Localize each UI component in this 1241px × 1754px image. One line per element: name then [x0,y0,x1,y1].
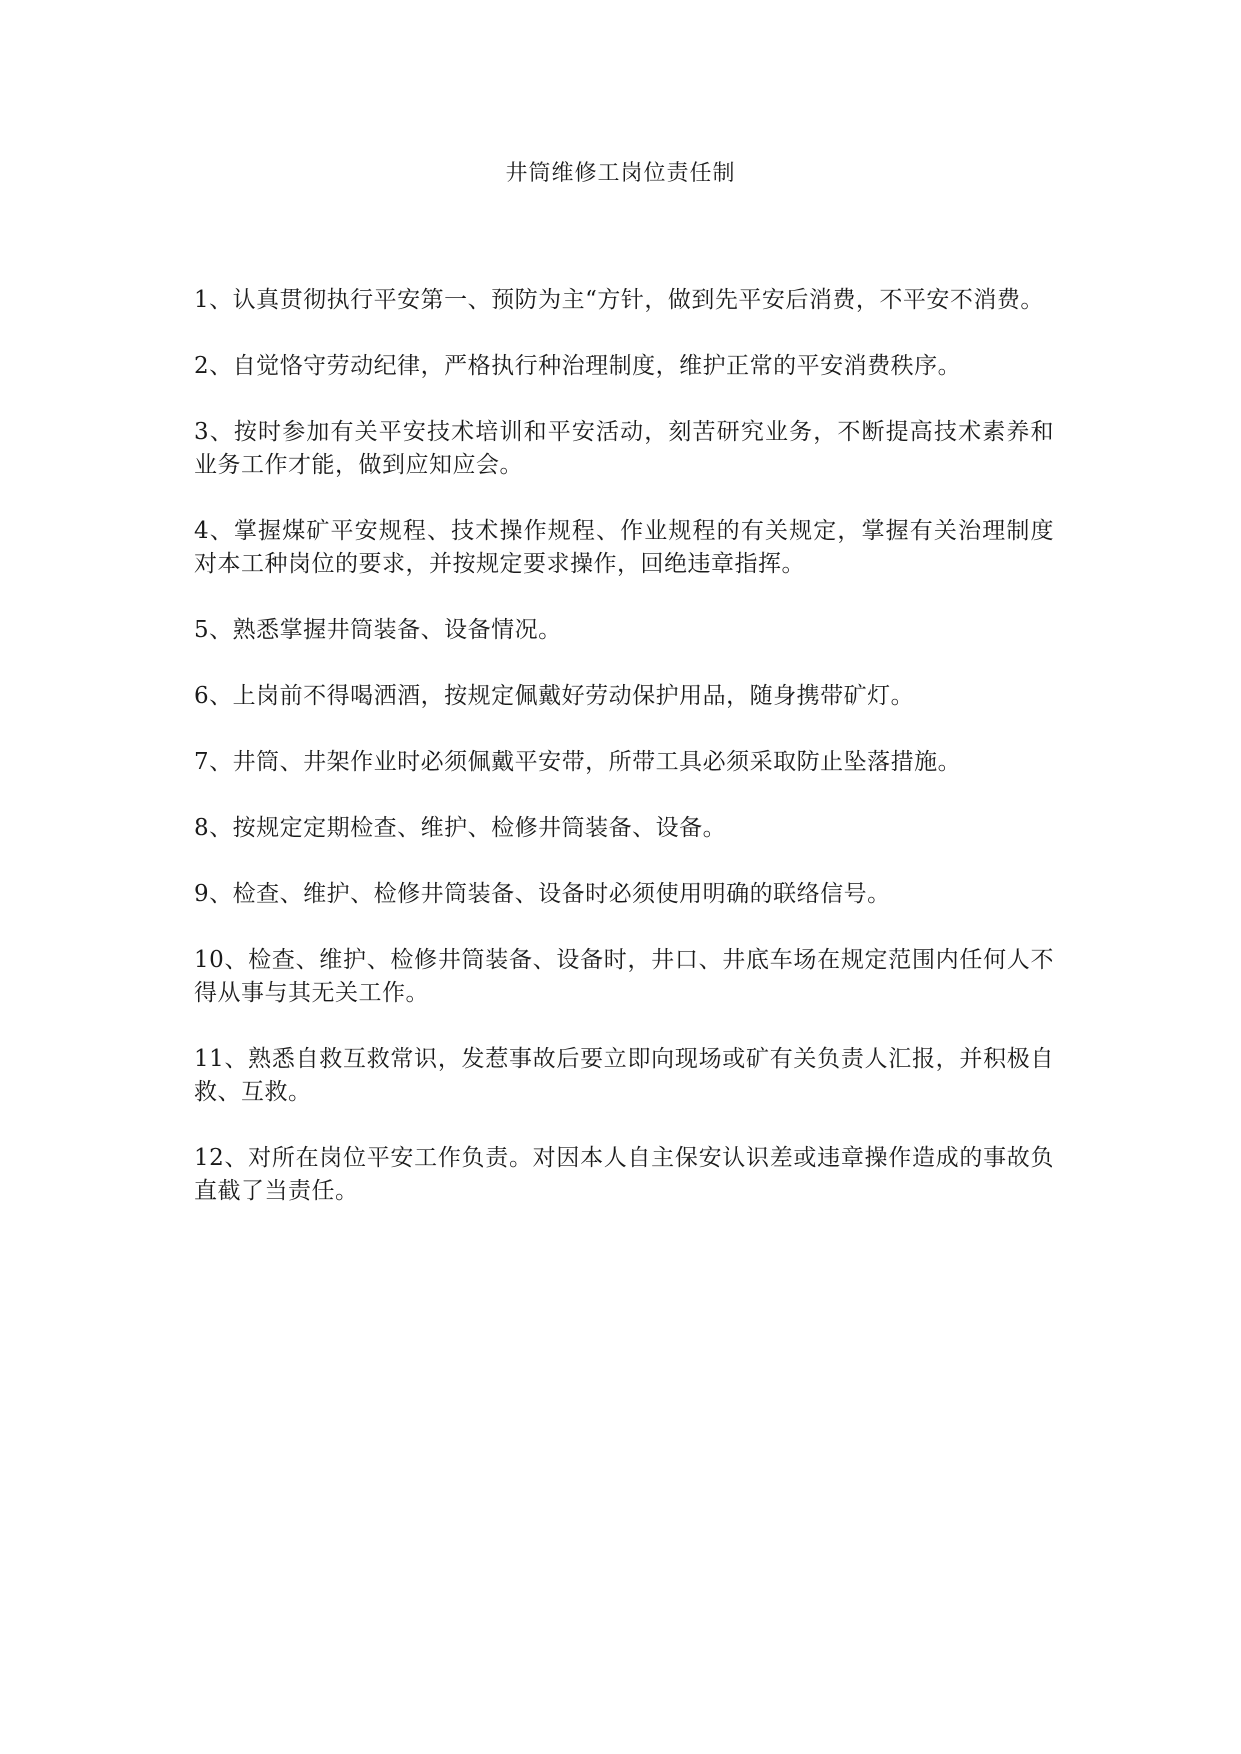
duty-item-8: 8、按规定定期检查、维护、检修井筒装备、设备。 [194,815,727,841]
duty-item-10: 10、检查、维护、检修井筒装备、设备时，井口、井底车场在规定范围内任何人不得从事与其无关工作。 [194,947,1054,1006]
duty-item-5: 5、熟悉掌握井筒装备、设备情况。 [194,617,562,643]
duty-item-7: 7、井筒、井架作业时必须佩戴平安带，所带工具必须采取防止坠落措施。 [194,749,962,775]
duty-item-2: 2、自觉恪守劳动纪律，严格执行种治理制度，维护正常的平安消费秩序。 [194,353,962,379]
duty-item-6: 6、上岗前不得喝洒酒，按规定佩戴好劳动保护用品，随身携带矿灯。 [194,683,915,709]
duty-item-9: 9、检查、维护、检修井筒装备、设备时必须使用明确的联络信号。 [194,881,891,907]
duty-item-1: 1、认真贯彻执行平安第一、预防为主“方针，做到先平安后消费，不平安不消费。 [194,287,1044,313]
document-title: 井筒维修工岗位责任制 [505,161,736,186]
duty-item-11: 11、熟悉自救互救常识，发惹事故后要立即向现场或矿有关负责人汇报，并积极自救、互救。 [194,1046,1054,1105]
duty-item-12: 12、对所在岗位平安工作负责。对因本人自主保安认识差或违章操作造成的事故负直截了当责任。 [194,1145,1054,1204]
duty-list [194,284,1054,1241]
duty-item-4: 4、掌握煤矿平安规程、技术操作规程、作业规程的有关规定，掌握有关治理制度对本工种岗位的要求，并按规定要求操作，回绝违章指挥。 [194,518,1054,577]
duty-item-3: 3、按时参加有关平安技术培训和平安活动，刻苦研究业务，不断提高技术素养和业务工作才能，做到应知应会。 [194,419,1054,478]
